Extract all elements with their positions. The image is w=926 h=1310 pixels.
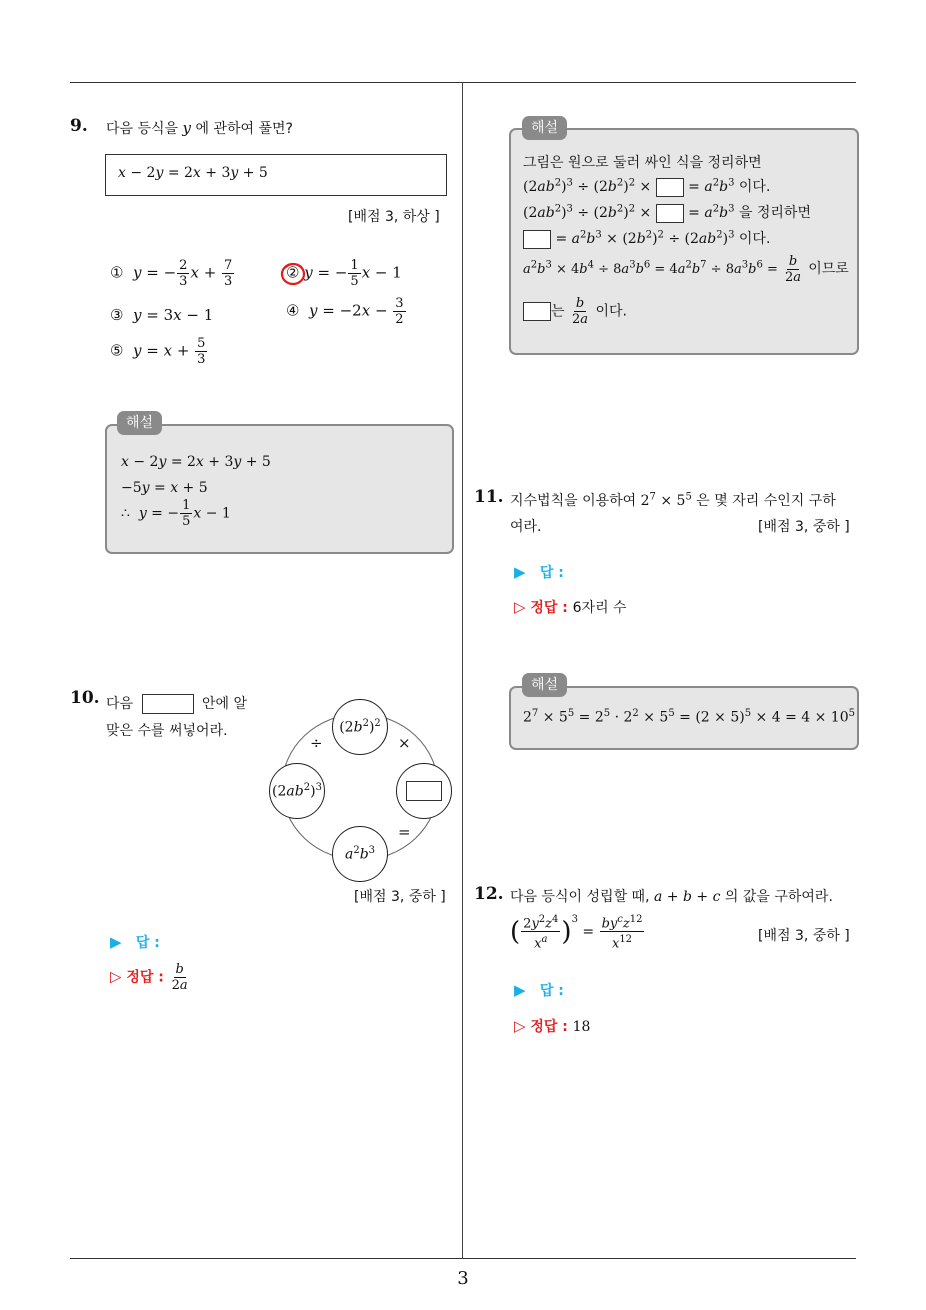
key-label: 정답 : xyxy=(530,600,568,616)
choice-5[interactable]: ⑤ y = x + $\frac{5}{3}$ xyxy=(110,336,206,367)
solution-line-2: −5y = x + 5 xyxy=(121,480,208,496)
key-value: $\frac{b}{2a}$ xyxy=(171,962,188,993)
answer-row xyxy=(110,932,160,952)
points: [배점 3, 중하 ] xyxy=(758,519,850,535)
question-11 xyxy=(474,487,504,507)
key-row xyxy=(514,597,627,617)
play-arrow-icon: ▶ xyxy=(110,933,122,951)
question-12 xyxy=(474,884,504,904)
diagram-blank xyxy=(406,781,442,801)
solution-line-2: $(2ab^2)^3 \div (2b^2)^2$ × = $a^2b^3$ 이다. xyxy=(523,177,771,195)
question-10-text-a: 다음 안에 알 xyxy=(106,696,247,712)
multiply-operator: × xyxy=(398,734,411,752)
solution-line-3: ∴ y = − $\frac{1}{5}$ x − 1 xyxy=(121,498,231,529)
question-10 xyxy=(70,688,100,708)
key-row xyxy=(514,1016,590,1036)
choice-label: ③ xyxy=(110,306,124,324)
question-number: 12. xyxy=(474,884,504,904)
key-row xyxy=(110,962,191,993)
key-label: 정답 : xyxy=(126,969,164,986)
question-number: 11. xyxy=(474,487,504,507)
circle-top: $(2b^2)^2$ xyxy=(332,699,388,755)
question-11-text-a: 지수법칙을 이용하여 $2^7 \times 5^5$ 은 몇 자리 수인지 구하 xyxy=(510,491,836,509)
outline-arrow-icon: ▷ xyxy=(514,598,526,616)
choice-4[interactable]: ④ y = −2x − $\frac{3}{2}$ xyxy=(286,296,404,327)
key-value: 6자리 수 xyxy=(572,600,627,616)
solution-line-6: 는 $\frac{b}{2a}$ 이다. xyxy=(523,296,627,327)
key-value: 18 xyxy=(572,1019,591,1035)
solution-line-3: $(2ab^2)^3 \div (2b^2)^2$ × = $a^2b^3$ 을 정리하면 xyxy=(523,203,811,221)
outline-arrow-icon: ▷ xyxy=(110,967,122,986)
column-divider xyxy=(462,83,463,1259)
question-12-text: 다음 등식이 성립할 때, a + b + c 의 값을 구하여라. xyxy=(510,889,833,905)
solution-line: $2^7 \times 5^5 = 2^5 \cdot 2^2 \times 5^5 = (2 \times 5)^5 \times 4 = 4 \times 10^5$ xyxy=(523,708,855,726)
solution-intro: 그림은 원으로 둘러 싸인 식을 정리하면 xyxy=(523,155,762,171)
question-9-text: 다음 등식을 y 에 관하여 풀면? xyxy=(106,119,293,137)
points: [배점 3, 하상 ] xyxy=(348,209,440,225)
solution-tag: 해설 xyxy=(522,116,567,140)
circle-right xyxy=(396,763,452,819)
solution-box-10 xyxy=(509,128,859,355)
solution-tag: 해설 xyxy=(117,411,162,435)
question-10-text-c: 맞은 수를 써넣어라. xyxy=(106,723,228,739)
page-number: 3 xyxy=(457,1268,469,1289)
solution-tag: 해설 xyxy=(522,673,567,697)
equation-box xyxy=(105,154,447,196)
choice-2[interactable]: ② y = − $\frac{1}{5}$ x − 1 xyxy=(286,258,402,289)
equals-operator: = xyxy=(398,823,411,841)
equation: x − 2y = 2x + 3y + 5 xyxy=(118,165,268,181)
answer-label: 답 : xyxy=(135,935,160,951)
answer-label: 답 : xyxy=(539,565,564,581)
question-number: 10. xyxy=(70,688,100,708)
question-number: 9. xyxy=(70,116,88,136)
choice-label: ⑤ xyxy=(110,341,124,360)
answer-row xyxy=(514,562,564,582)
circle-left: $(2ab^2)^3$ xyxy=(269,763,325,819)
outline-arrow-icon: ▷ xyxy=(514,1017,526,1035)
circle-bottom: $a^2b^3$ xyxy=(332,826,388,882)
solution-box-9 xyxy=(105,424,454,554)
divide-operator: ÷ xyxy=(310,734,323,752)
solution-line-4: = $a^2b^3 \times (2b^2)^2 \div (2ab^2)^3$ 이다. xyxy=(523,228,770,249)
choice-1[interactable]: ① y = − $\frac{2}{3}$ x + $\frac{7}{3}$ xyxy=(110,258,233,289)
points: [배점 3, 중하 ] xyxy=(354,889,446,905)
bottom-rule xyxy=(70,1258,856,1259)
answer-label: 답 : xyxy=(539,983,564,999)
choice-label: ② xyxy=(286,263,300,282)
solution-line-5: $a^2b^3 \times 4b^4 \div 8a^3b^6 = 4a^2b^7 \div 8a^3b^6$ = $\frac{b}{2a}$ 이므로 xyxy=(523,254,849,285)
solution-line-1: x − 2y = 2x + 3y + 5 xyxy=(121,454,271,470)
choice-label: ④ xyxy=(286,301,300,320)
choice-label: ① xyxy=(110,263,124,282)
top-rule xyxy=(70,82,856,83)
points: [배점 3, 중하 ] xyxy=(758,928,850,944)
choice-3[interactable]: ③ y = 3x − 1 xyxy=(110,306,214,324)
question-12-equation: ( $\frac{2y^2z^4}{x^a}$ )$^3$ = $\frac{by^cz^{12}}{x^{12}}$ xyxy=(510,913,643,952)
selected-answer-circle-icon xyxy=(278,260,308,288)
question-11-text-c: 여라. xyxy=(510,519,542,535)
play-arrow-icon: ▶ xyxy=(514,563,526,581)
answer-blank xyxy=(142,694,194,714)
key-label: 정답 : xyxy=(530,1019,568,1035)
play-arrow-icon: ▶ xyxy=(514,981,526,999)
answer-row xyxy=(514,980,564,1000)
